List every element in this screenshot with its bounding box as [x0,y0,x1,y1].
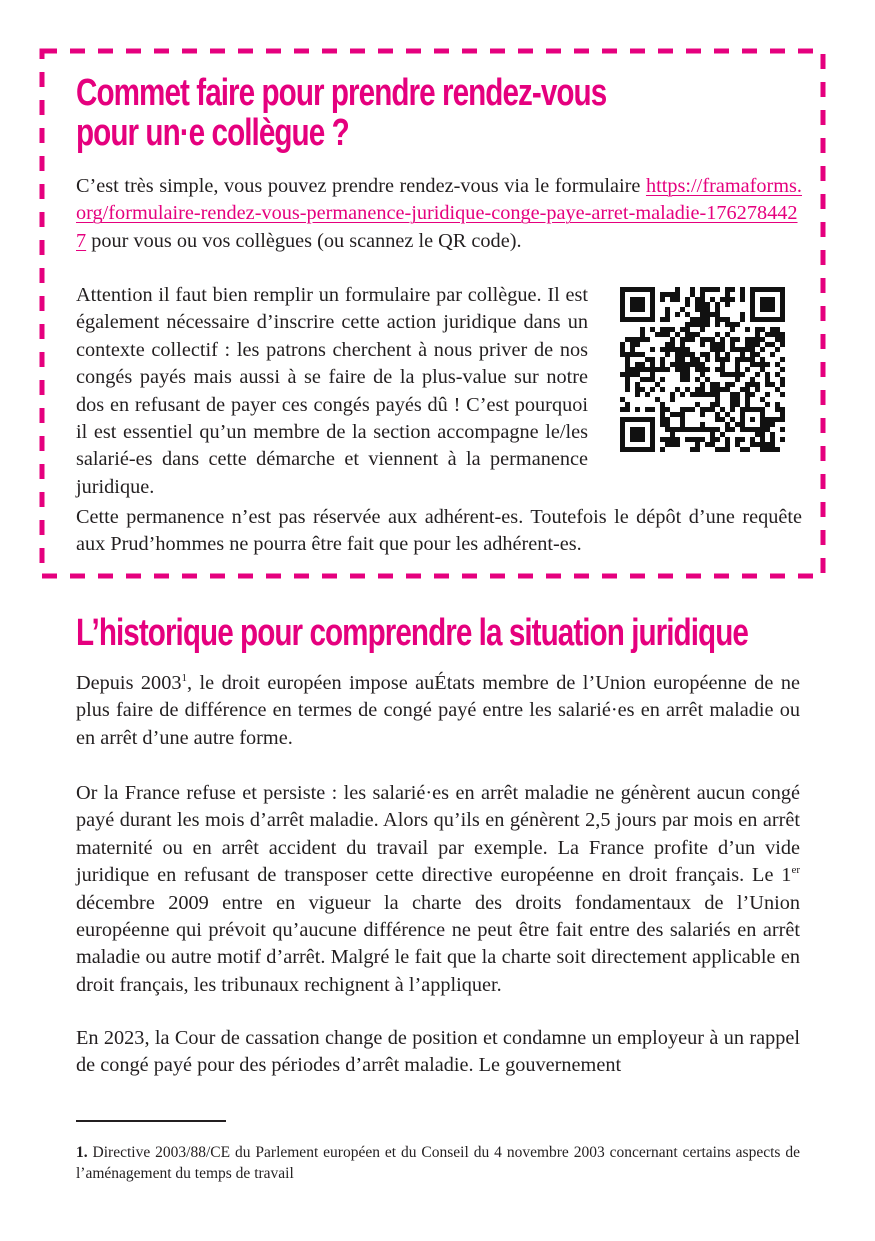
section-paragraph-3: En 2023, la Cour de cassation change de position et condamne un employeur à un rappel de congé payé pour des périodes d’arrêt maladie. Le gouvernement [76,1027,800,1077]
section-paragraph-2: Or la France refuse et persiste : les salarié·es en arrêt maladie ne génèrent aucun congé payé durant les mois d’arrêt maladie. Alors qu’ils en génèrent 2,5 jours par mois en arrêt maternité ou en arrêt accident du travail par exemple. La France profite d’un vide juridique en refusant de transposer cette directive européenne en droit français. Le 1er décembre 2009 entre en vigueur la charte des droits fondamentaux de l’Union européenne qui prévoit qu’aucune différence ne peut être fait entre des salariés en arrêt maladie ou autre motif d’arrêt. Malgré le fait que la charte soit directement applicable en droit français, les tribunaux rechignent à l’appliquer. [76,782,800,996]
callout-title: Commet faire pour prendre rendez-vous pour un·e collègue ? [76,72,607,154]
callout-box [40,49,825,578]
footnote: 1. Directive 2003/88/CE du Parlement européen et du Conseil du 4 novembre 2003 concernant certains aspects de l’aménagement du temps de travail [76,1143,800,1182]
framaforms-link[interactable]: https://framaforms.org/formulaire-rendez-vous-permanence-juridique-conge-paye-arret-maladie-1762784427 [76,175,802,252]
callout-paragraph: Attention il faut bien remplir un formulaire par collègue. Il est également nécessaire d’inscrire cette action juridique dans un contexte collectif : les patrons cherchent à nous priver de nos congés payés mais aussi à se faire de la plus-value sur notre dos en refusant de payer ces congés payés dû ! C’est pourquoi il est essentiel qu’un membre de la section accompagne le/les salarié-es dans cette démarche et viennent à la permanence juridique. [76,284,588,498]
section-title: L’historique pour comprendre la situation juridique [76,612,748,654]
qr-code-icon[interactable] [620,287,785,452]
callout-note: Cette permanence n’est pas réservée aux adhérent-es. Toutefois le dépôt d’une requête aux Prud’hommes ne pourra être fait que pour les adhérent-es. [76,506,802,556]
section-paragraph-1: Depuis 2003$^1$, le droit européen impose auÉtats membre de l’Union européenne de ne plus faire de différence en termes de congé payé entre les salarié·es en arrêt maladie ou en arrêt d’une autre forme. [76,672,801,749]
callout-intro: C’est très simple, vous pouvez prendre rendez-vous via le formulaire https://framaforms.org/formulaire-rendez-vous-permanence-juridique-conge-paye-arret-maladie-1762784427 pour vous ou vos collègues (ou scannez le QR code). [76,175,802,252]
footnote-divider [76,1120,226,1122]
footnote-ref[interactable]: 1 [181,672,187,684]
